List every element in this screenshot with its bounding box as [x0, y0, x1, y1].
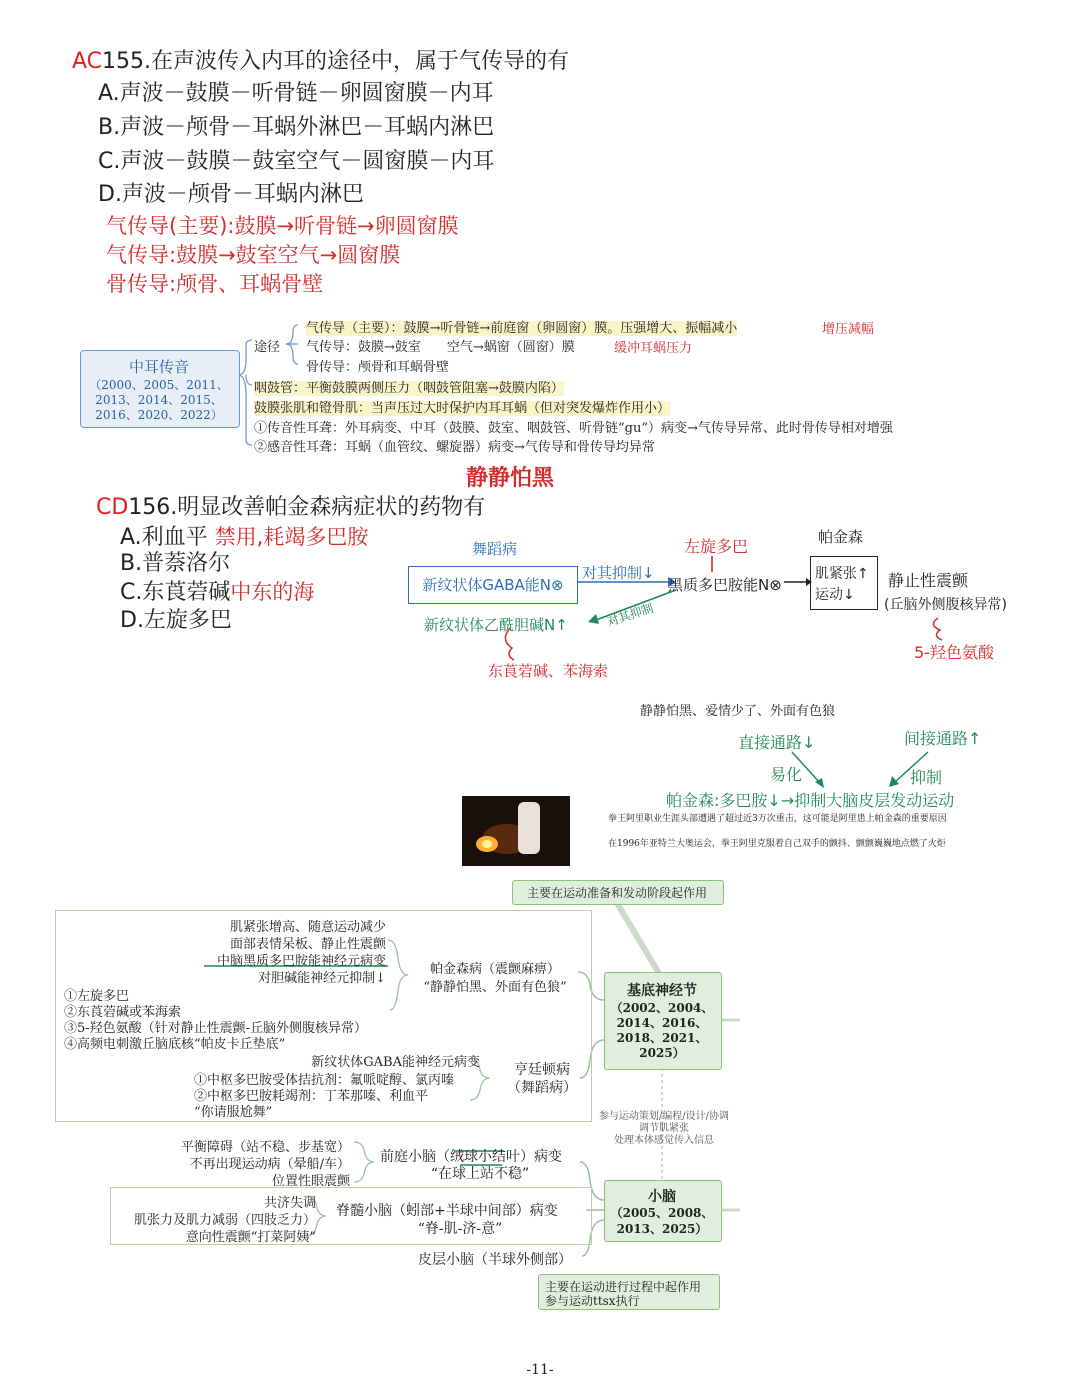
q156-note-a: 禁用,耗竭多巴胺	[214, 525, 369, 549]
d2-inhibit: 抑制	[910, 768, 943, 787]
ear-sensorineural-deafness: ②感音性耳聋：耳蜗（血管纹、螺旋器）病变→气传导和骨传导均异常	[254, 440, 655, 455]
mid-note-1: 参与运动策划/编程/设计/协调	[598, 1111, 730, 1122]
q155-option-b: B.声波－颅骨－耳蜗外淋巴－耳蜗内淋巴	[98, 115, 495, 140]
ear-conductive-deafness: ①传音性耳聋：外耳病变、中耳（鼓膜、鼓室、咽鼓管、听骨链“gu”）病变→气传导异常、此时骨传导相对增强	[254, 421, 893, 436]
d1-movement: 运动↓	[815, 587, 855, 603]
hd-item-3: ②中枢多巴胺耗竭剂：丁苯那嗪、利血平	[194, 1089, 429, 1104]
ear-node-title: 中耳传音	[128, 358, 189, 376]
q156-stem: 156.明显改善帕金森病症状的药物有	[128, 495, 486, 520]
cerebellum-years-1: （2005、2008、	[610, 1206, 714, 1220]
d1-5ht: 5-羟色氨酸	[914, 643, 994, 662]
q156-stem-line	[96, 490, 485, 521]
d2-caption-1: 拳王阿里职业生涯头部遭遇了超过近3万次重击，这可能是阿里患上帕金森的重要原因	[608, 814, 947, 824]
d1-gaba-box: 新纹状体GABA能N⊗	[408, 566, 578, 604]
d1-tremor-note: (丘脑外侧腹核异常)	[884, 597, 1007, 613]
ear-eustachian: 咽鼓管：平衡鼓膜两侧压力（咽鼓管阻塞→鼓膜内陷）	[254, 381, 564, 396]
hd-subtitle: （舞蹈病）	[507, 1080, 577, 1096]
mid-note-3: 处理本体感觉传入信息	[614, 1135, 714, 1146]
d1-chorea: 舞蹈病	[472, 540, 518, 558]
q155-answer-label: AC	[72, 49, 103, 74]
q155-stem: 155.在声波传入内耳的途径中，属于气传导的有	[102, 49, 570, 74]
d2-caption-2: 在1996年亚特兰大奥运会，拳王阿里克服着自己双手的颤抖、颤颤巍巍地点燃了火炬	[608, 839, 946, 849]
ear-path-note-2: 缓冲耳蜗压力	[614, 341, 693, 356]
q156-option-a: A.利血平	[120, 525, 208, 550]
ear-path-label: 途径	[254, 340, 281, 355]
pd-symptom-1: 肌紧张增高、随意运动减少	[229, 920, 386, 935]
d1-parkinson: 帕金森	[818, 528, 864, 546]
pd-subtitle: “静静怕黑、外面有色狼”	[423, 980, 567, 995]
q156-note-c: 中东的海	[230, 580, 315, 604]
q156-answer-label: CD	[96, 495, 129, 520]
basal-years-1: （2002、2004、	[610, 1001, 714, 1015]
ear-node-years-3: 2016、2020、2022）	[95, 408, 223, 422]
ear-path-note-1: 增压减幅	[822, 322, 875, 337]
pd-treatment-4: ④高频电刺激丘脑底核“帕皮卡丘垫底”	[64, 1037, 286, 1052]
basal-title: 基底神经节	[627, 983, 697, 999]
cerebellum-years-2: 2013、2025）	[616, 1222, 708, 1236]
d2-indirect-pathway: 间接通路↑	[904, 729, 982, 748]
pd-treatment-1: ①左旋多巴	[64, 989, 130, 1004]
basal-years-2: 2014、2016、	[616, 1016, 708, 1030]
cerebellum-title: 小脑	[648, 1189, 676, 1205]
pd-symptom-3: 中脑黑质多巴胺能神经元病变	[216, 954, 386, 969]
pd-treatment-2: ②东莨菪碱或苯海索	[64, 1005, 182, 1020]
q156-option-b: B.普萘洛尔	[120, 551, 231, 576]
pd-title: 帕金森病（震颤麻痹）	[429, 962, 560, 977]
torch-photo	[462, 796, 570, 866]
d2-main: 帕金森:多巴胺↓→抑制大脑皮层发动运动	[666, 791, 955, 810]
q155-option-d: D.声波－颅骨－耳蜗内淋巴	[98, 182, 364, 207]
vest-title: 前庭小脑（绒球小结叶）病变	[380, 1149, 562, 1165]
hd-item-4: “你请服尬舞”	[194, 1105, 273, 1120]
d1-dopamine: 黑质多巴胺能N⊗	[668, 576, 782, 594]
hd-title: 亨廷顿病	[514, 1062, 570, 1078]
mid-note-2: 调节肌紧张	[639, 1123, 689, 1134]
basal-years-3: 2018、2021、	[616, 1031, 708, 1045]
d2-facilitate: 易化	[770, 765, 803, 784]
d1-acetylcholine: 新纹状体乙酰胆碱N↑	[424, 616, 568, 634]
ear-path-1: 气传导（主要）：鼓膜→听骨链→前庭窗（卵圆窗）膜。压强增大、振幅减小	[306, 321, 738, 336]
q156-option-c: C.东莨菪碱	[120, 580, 231, 605]
spino-item-2: 肌张力及肌力减弱（四肢乏力）	[133, 1213, 316, 1228]
q155-note-2: 气传导:鼓膜→鼓室空气→圆窗膜	[106, 243, 401, 267]
spino-item-1: 共济失调	[263, 1196, 316, 1211]
ear-node-years-1: （2000、2005、2011、	[89, 378, 229, 392]
spino-subtitle: “脊-肌-济-意”	[417, 1221, 503, 1237]
spino-item-3: 意向性震颤“打菜阿姨”	[185, 1230, 316, 1245]
hd-item-2: ①中枢多巴胺受体拮抗剂：氟哌啶醇、氯丙嗪	[194, 1073, 455, 1088]
pd-symptom-2: 面部表情呆板、静止性震颤	[229, 937, 386, 952]
d1-ldopa: 左旋多巴	[684, 537, 749, 556]
vest-item-2: 不再出现运动病（晕船/车）	[189, 1157, 350, 1172]
top-note: 主要在运动准备和发动阶段起作用	[526, 886, 707, 900]
cereb-cortex: 皮层小脑（半球外侧部）	[418, 1252, 572, 1268]
spino-title: 脊髓小脑（蚓部+半球中间部）病变	[336, 1203, 558, 1219]
bottom-note-2: 参与运动ttsx执行	[545, 1294, 640, 1308]
ear-node-years-2: 2013、2014、2015、	[95, 393, 223, 407]
d1-tremor: 静止性震颤	[888, 571, 969, 590]
vest-item-1: 平衡障碍（站不稳、步基宽）	[180, 1140, 350, 1155]
q155-note-3: 骨传导:颅骨、耳蜗骨壁	[106, 272, 324, 296]
d1-muscle-tone: 肌紧张↑	[815, 566, 869, 582]
bottom-note-1: 主要在运动进行过程中起作用	[545, 1280, 702, 1294]
basal-years-4: 2025）	[639, 1046, 685, 1060]
ear-path-2: 气传导：鼓膜→鼓室 空气→蜗窗（圆窗）膜	[306, 340, 575, 355]
mnemonic-title: 静静怕黑	[466, 466, 555, 491]
q155-option-c: C.声波－鼓膜－鼓室空气－圆窗膜－内耳	[98, 149, 495, 174]
pd-symptom-4: 对胆碱能神经元抑制↓	[258, 971, 386, 986]
d2-slogan: 静静怕黑、爱情少了、外面有色狼	[640, 704, 836, 719]
d1-inhibit-1: 对其抑制↓	[582, 564, 655, 582]
q156-option-d: D.左旋多巴	[120, 608, 232, 633]
d1-drugs: 东莨菪碱、苯海索	[488, 662, 609, 680]
pd-treatment-3: ③5-羟色氨酸（针对静止性震颤-丘脑外侧腹核异常）	[64, 1021, 368, 1036]
d1-inhibit-2: 对其抑制	[605, 600, 656, 630]
ear-muscles: 鼓膜张肌和镫骨肌：当声压过大时保护内耳耳蜗（但对突发爆炸作用小）	[254, 401, 671, 416]
q155-note-1: 气传导(主要):鼓膜→听骨链→卵圆窗膜	[106, 214, 459, 238]
d2-direct-pathway: 直接通路↓	[738, 733, 816, 752]
vest-subtitle: “在球上站不稳”	[430, 1166, 530, 1182]
ear-path-3: 骨传导：颅骨和耳蜗骨壁	[306, 360, 450, 375]
q156-option-c-line	[120, 575, 314, 606]
hd-item-1: 新纹状体GABA能神经元病变	[311, 1055, 480, 1070]
q155-option-a: A.声波－鼓膜－听骨链－卵圆窗膜－内耳	[98, 81, 494, 106]
page-number: -11-	[526, 1362, 554, 1378]
vest-item-3: 位置性眼震颤	[271, 1174, 350, 1189]
